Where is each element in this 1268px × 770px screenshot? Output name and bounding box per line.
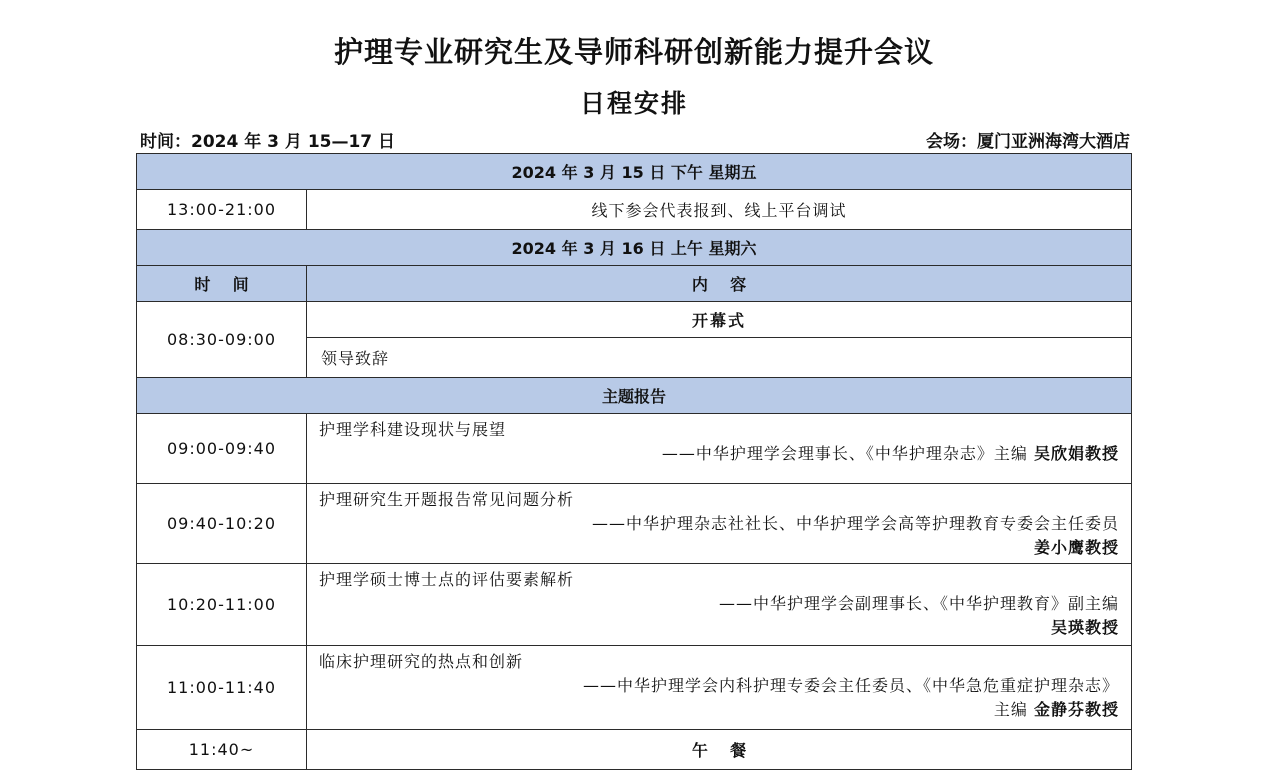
day1-band-row bbox=[137, 154, 1132, 190]
column-header-row bbox=[137, 266, 1132, 302]
talk-title: 护理学科建设现状与展望 bbox=[319, 420, 507, 439]
column-header-time: 时 间 bbox=[137, 266, 307, 302]
talk-speaker-line bbox=[319, 698, 1119, 722]
talk-speaker: 姜小鹰教授 bbox=[1033, 538, 1119, 557]
checkin-content: 线下参会代表报到、线上平台调试 bbox=[307, 190, 1132, 230]
talk-title: 护理学硕士博士点的评估要素解析 bbox=[319, 570, 575, 589]
checkin-time: 13:00-21:00 bbox=[137, 190, 307, 230]
table-row bbox=[137, 646, 1132, 730]
document-subtitle: 日程安排 bbox=[579, 89, 688, 118]
talk-role: ——中华护理学会副理事长、《中华护理教育》副主编 bbox=[718, 594, 1119, 613]
day1-band: 2024 年 3 月 15 日 下午 星期五 bbox=[137, 154, 1132, 190]
meeting-venue: 会场：厦门亚洲海湾大酒店 bbox=[926, 132, 1130, 152]
talk-speaker: 吴欣娟教授 bbox=[1033, 444, 1119, 463]
talk-speaker: 金静芬教授 bbox=[1033, 700, 1119, 719]
talk-cell bbox=[307, 564, 1132, 646]
talk-time: 09:00-09:40 bbox=[137, 414, 307, 484]
day2-band: 2024 年 3 月 16 日 上午 星期六 bbox=[137, 230, 1132, 266]
table-row bbox=[137, 730, 1132, 770]
talk-cell bbox=[307, 414, 1132, 484]
opening-item: 领导致辞 bbox=[307, 338, 1132, 378]
talk-time: 09:40-10:20 bbox=[137, 484, 307, 564]
talk-speaker: 吴瑛教授 bbox=[1050, 618, 1119, 637]
table-row bbox=[137, 414, 1132, 484]
talk-cell bbox=[307, 646, 1132, 730]
talk-title: 临床护理研究的热点和创新 bbox=[319, 652, 524, 671]
table-row bbox=[137, 564, 1132, 646]
table-row bbox=[137, 302, 1132, 338]
lunch-label: 午 餐 bbox=[307, 730, 1132, 770]
talk-time: 10:20-11:00 bbox=[137, 564, 307, 646]
lunch-time: 11:40~ bbox=[137, 730, 307, 770]
schedule-table bbox=[136, 153, 1132, 770]
talk-role-suffix: 主编 bbox=[993, 700, 1034, 719]
talk-affiliation bbox=[319, 442, 1119, 466]
opening-time: 08:30-09:00 bbox=[137, 302, 307, 378]
table-row bbox=[137, 484, 1132, 564]
meeting-dates: 时间：2024 年 3 月 15—17 日 bbox=[140, 132, 396, 152]
talk-role: ——中华护理学会内科护理专委会主任委员、《中华急危重症护理杂志》 bbox=[582, 676, 1119, 695]
column-header-content: 内 容 bbox=[307, 266, 1132, 302]
day2-band-row bbox=[137, 230, 1132, 266]
section-band-row bbox=[137, 378, 1132, 414]
talk-role: ——中华护理学会理事长、《中华护理杂志》主编 bbox=[661, 444, 1034, 463]
talk-time: 11:00-11:40 bbox=[137, 646, 307, 730]
section-title: 主题报告 bbox=[137, 378, 1132, 414]
opening-title: 开幕式 bbox=[307, 302, 1132, 338]
talk-cell bbox=[307, 484, 1132, 564]
talk-title: 护理研究生开题报告常见问题分析 bbox=[319, 490, 575, 509]
talk-role: ——中华护理杂志社社长、中华护理学会高等护理教育专委会主任委员 bbox=[591, 514, 1119, 533]
table-row bbox=[137, 190, 1132, 230]
document-title: 护理专业研究生及导师科研创新能力提升会议 bbox=[333, 35, 934, 69]
